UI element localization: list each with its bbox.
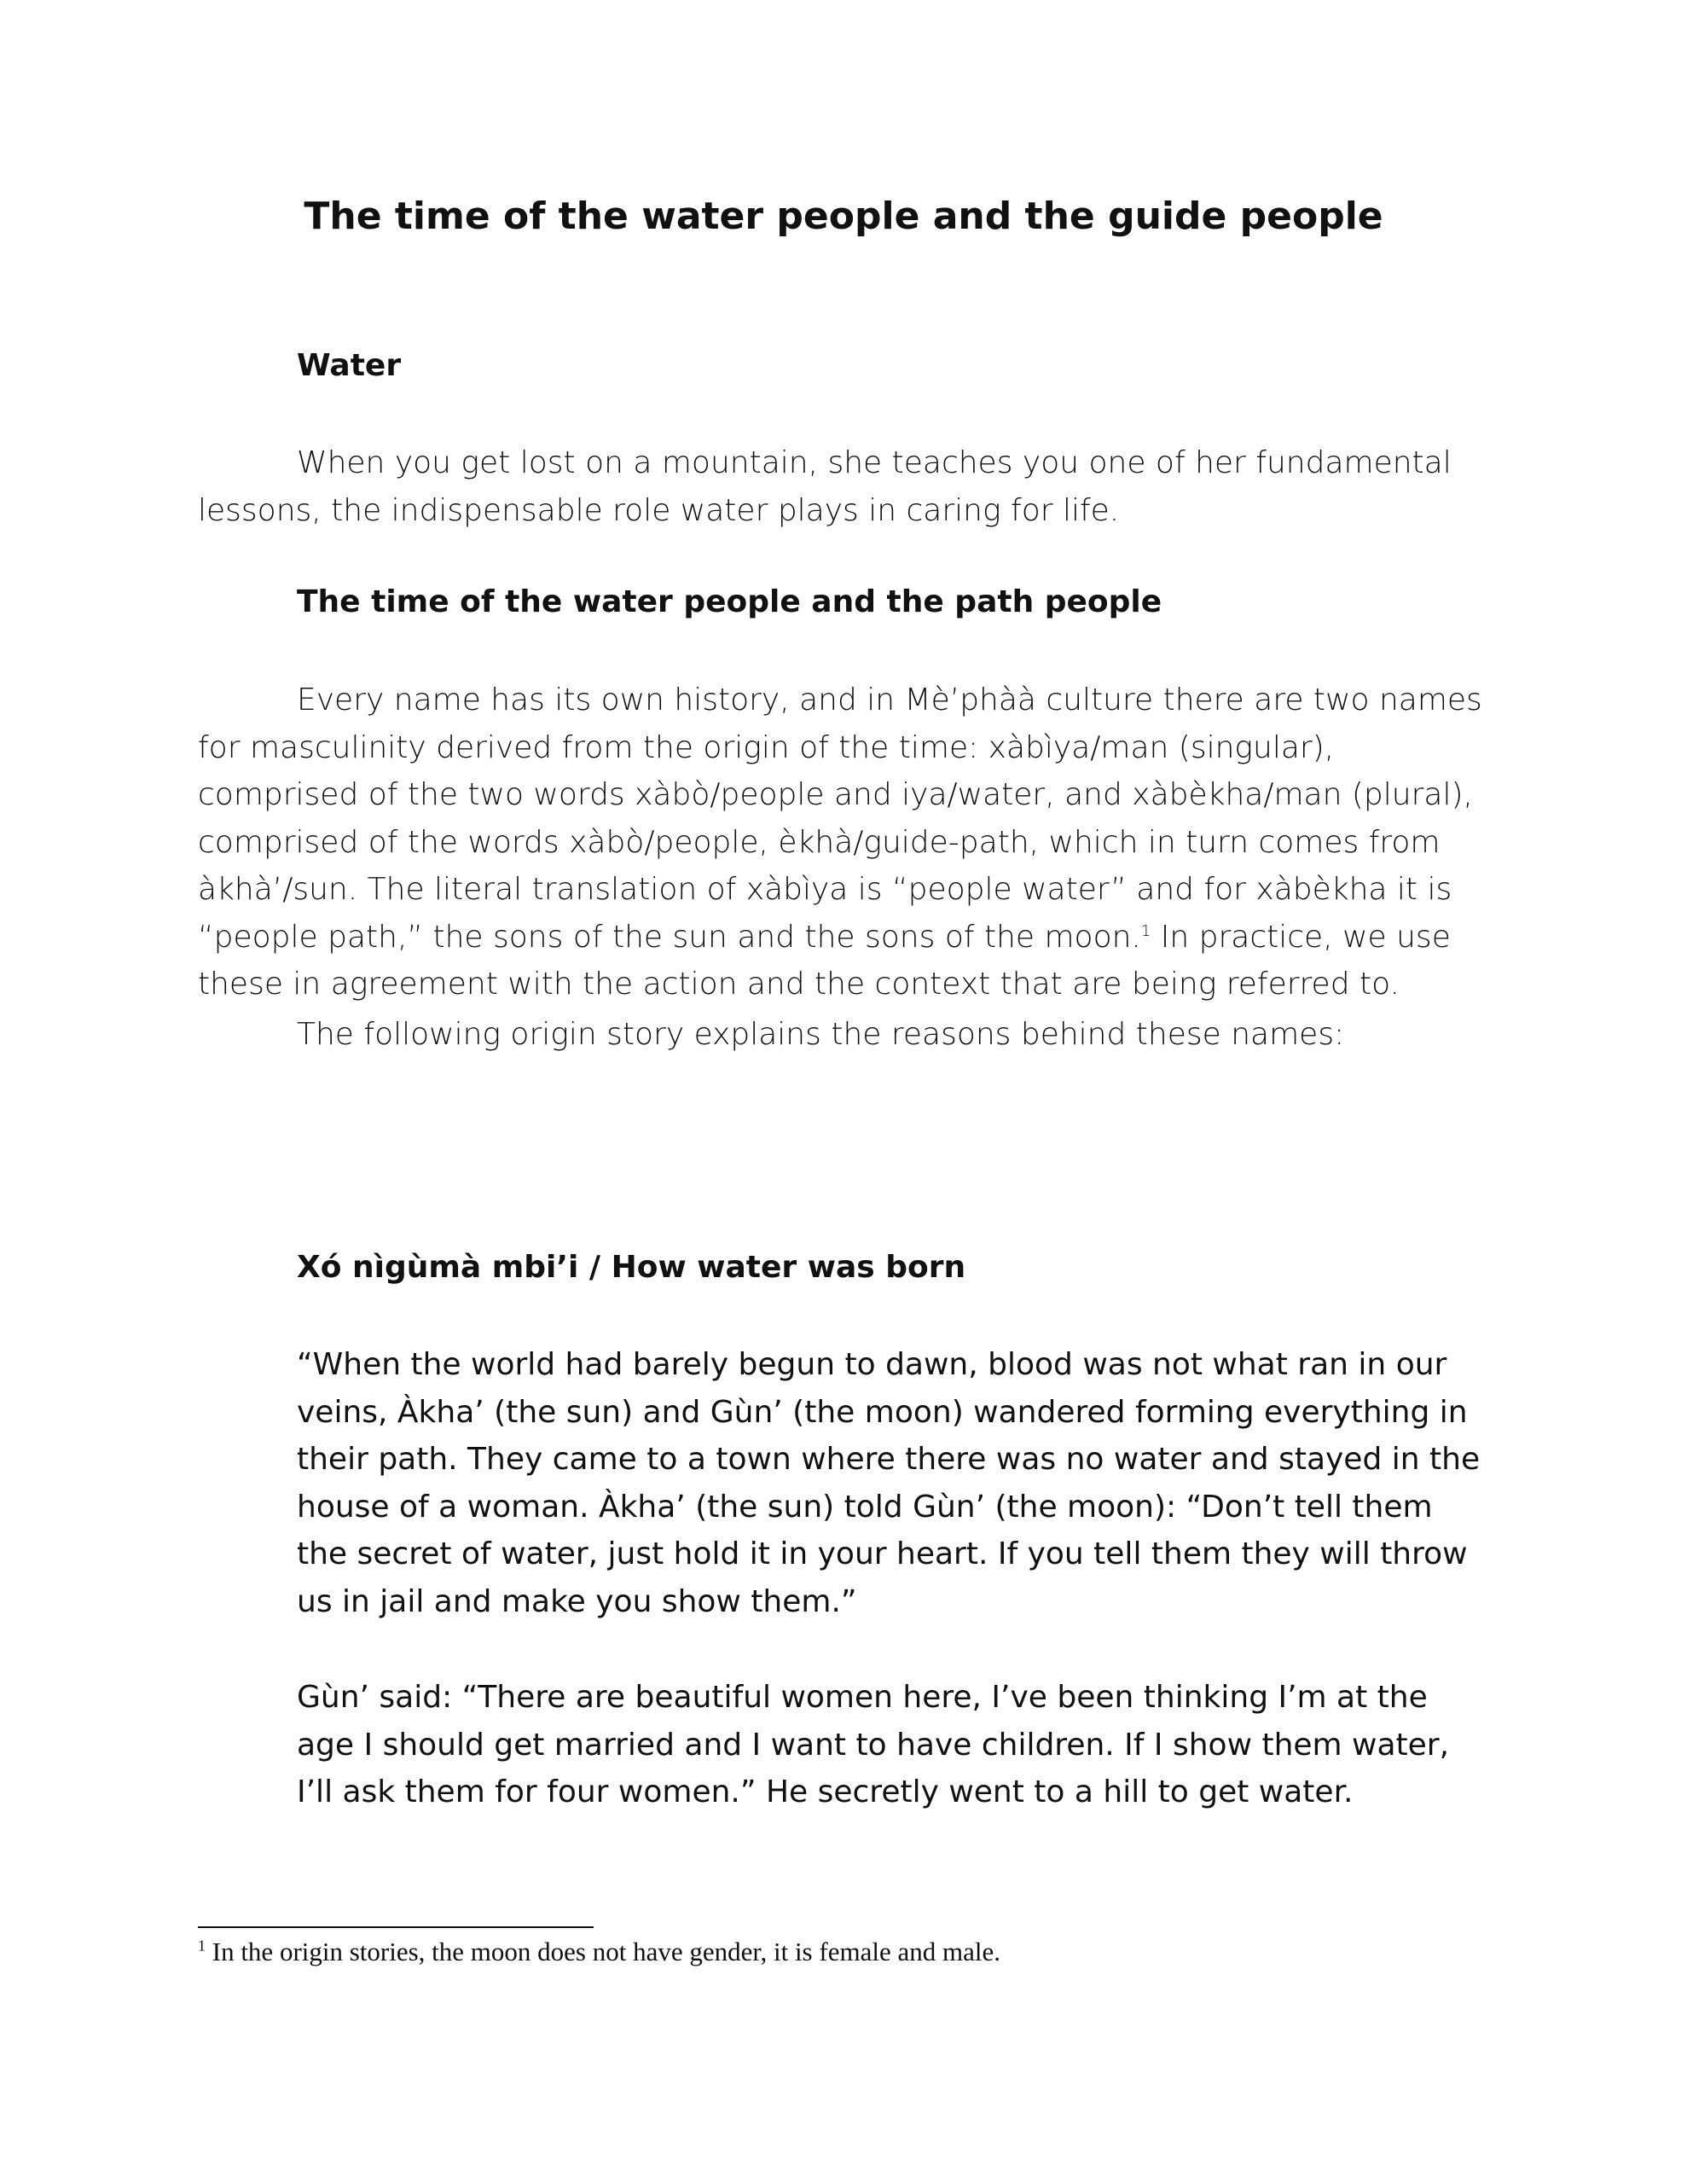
- paragraph-names-history-part1: Every name has its own history, and in Mè’phàà culture there are two names for masculinity derived from the origin of the time: xàbìya/man (singular), comprised of the two words xàbò/people and iya/water, and xàbèkha/man (plural), comprised of the words xàbò/people, èkhà/guide-path, which in turn comes from àkhà’/sun. The literal translation of xàbìya is “people water” and for xàbèkha it is “people path,” the sons of the sun and the sons of the moon.: [198, 682, 1482, 955]
- paragraph-names-history-part2: In practice, we use these in agreement with the action and the context that are being referred to.: [198, 919, 1451, 1002]
- section-heading-story: Xó nìgùmà mbi’i / How water was born: [297, 1250, 966, 1285]
- footnote: [198, 1937, 1494, 1967]
- paragraph-names-history: [198, 677, 1494, 1008]
- paragraph-origin-intro: The following origin story explains the reasons behind these names:: [297, 1017, 1345, 1052]
- page-title: The time of the water people and the guide people: [304, 195, 1383, 238]
- footnote-number: 1: [198, 1937, 206, 1955]
- section-heading-path-people: The time of the water people and the path people: [297, 584, 1162, 619]
- story-quote-2: Gùn’ said: “There are beautiful women here, I’ve been thinking I’m at the age I should get married and I want to have children. If I show them water, I’ll ask them for four women.” He secretly went to a hill to get water.: [297, 1680, 1450, 1809]
- story-quote-1: “When the world had barely begun to dawn, blood was not what ran in our veins, Àkha’ (the sun) and Gùn’ (the moon) wandered forming everything in their path. They came to a town where there was no water and stayed in the house of a woman. Àkha’ (the sun) told Gùn’ (the moon): “Don’t tell them the secret of water, just hold it in your heart. If you tell them they will throw us in jail and make you show them.”: [297, 1347, 1481, 1619]
- section-heading-water: Water: [297, 348, 402, 383]
- paragraph-water: When you get lost on a mountain, she teaches you one of her fundamental lessons, the indispensable role water plays in caring for life.: [198, 445, 1452, 528]
- footnote-reference: 1: [1140, 921, 1151, 940]
- footnote-divider: [198, 1926, 594, 1928]
- footnote-text: In the origin stories, the moon does not have gender, it is female and male.: [206, 1937, 1000, 1966]
